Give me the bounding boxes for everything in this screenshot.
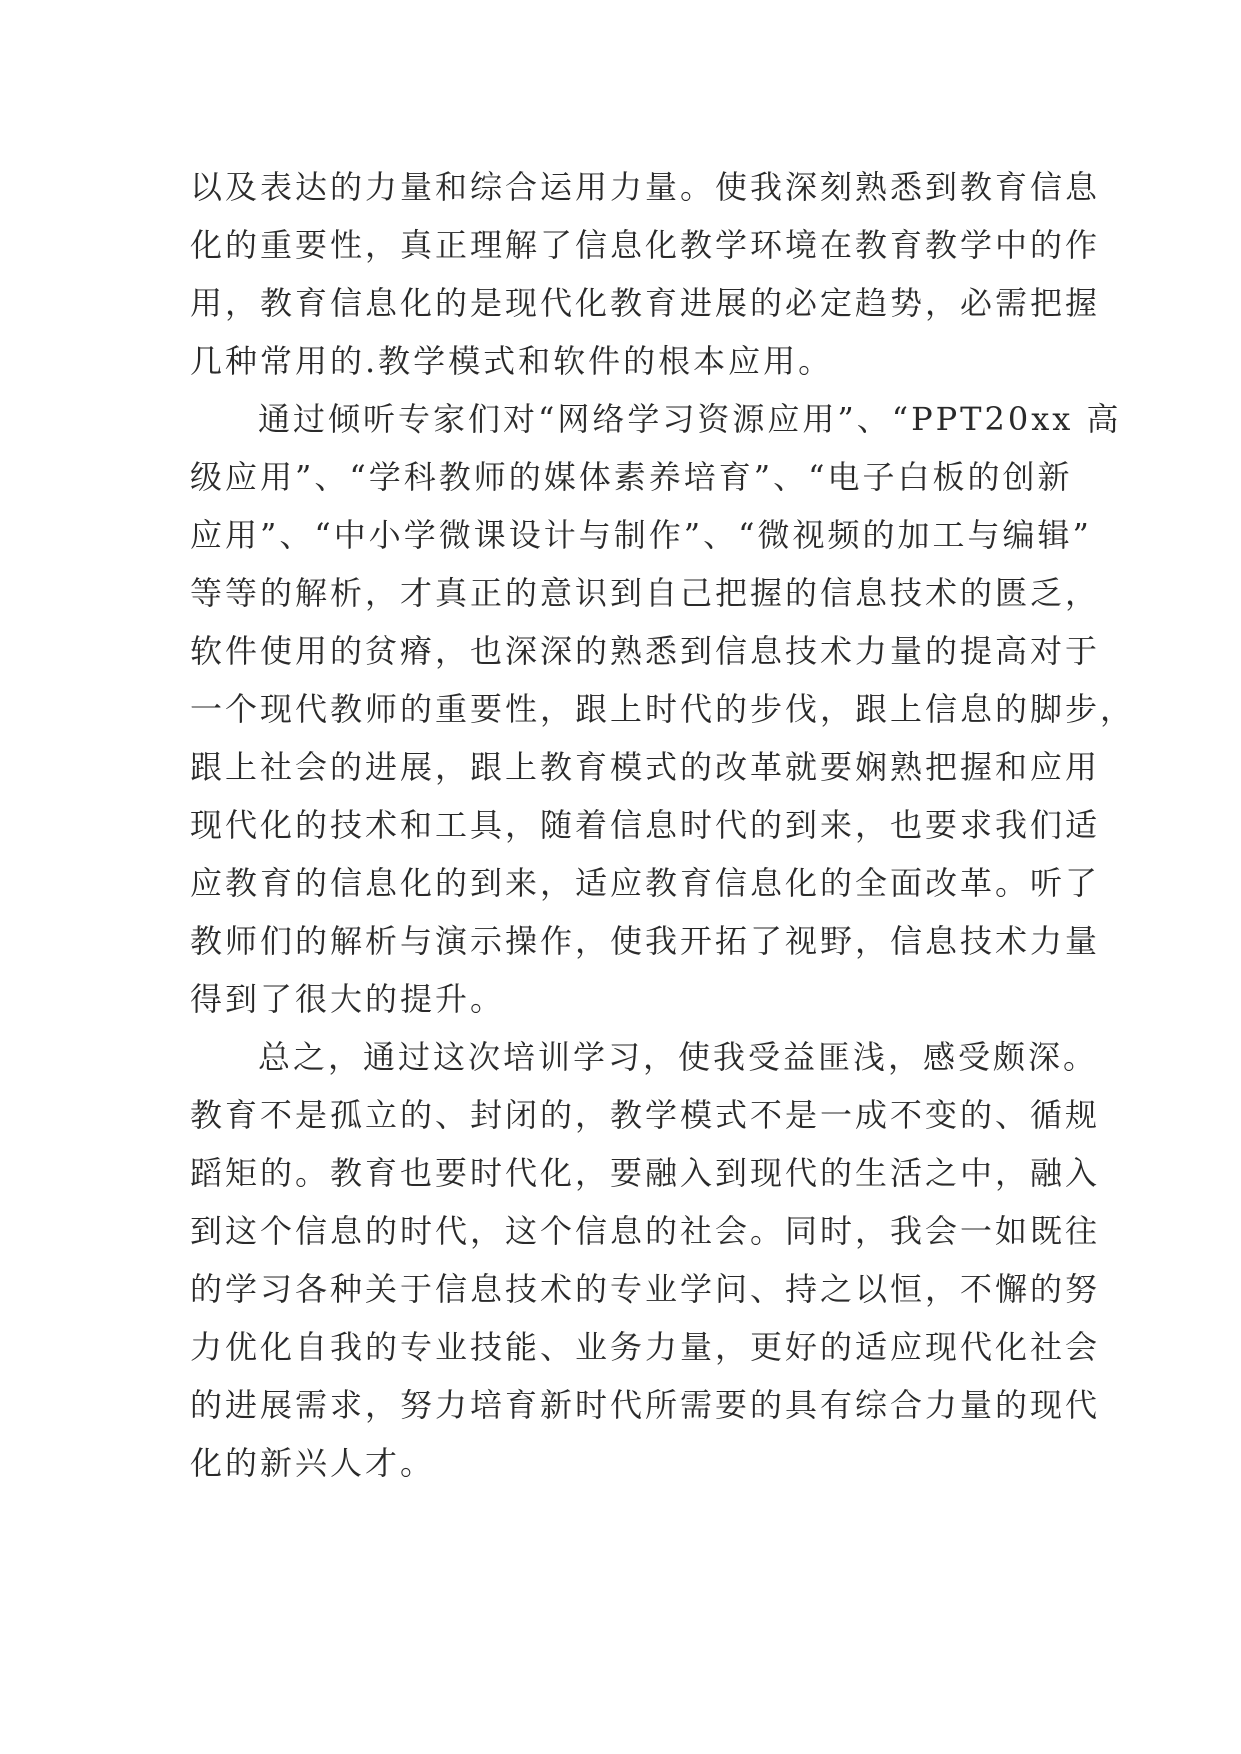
paragraph-3-line-4: 到这个信息的时代，这个信息的社会。同时，我会一如既往 xyxy=(190,1212,1101,1250)
paragraph-1-line-1: 以及表达的力量和综合运用力量。使我深刻熟悉到教育信息 xyxy=(190,168,1101,206)
paragraph-3-line-6: 力优化自我的专业技能、业务力量，更好的适应现代化社会 xyxy=(190,1328,1101,1366)
paragraph-1-line-4: 几种常用的.教学模式和软件的根本应用。 xyxy=(190,342,834,380)
paragraph-3-line-7: 的进展需求，努力培育新时代所需要的具有综合力量的现代 xyxy=(190,1386,1101,1424)
paragraph-2-line-7: 跟上社会的进展，跟上教育模式的改革就要娴熟把握和应用 xyxy=(190,748,1101,786)
paragraph-2-line-4: 等等的解析，才真正的意识到自己把握的信息技术的匮乏， xyxy=(190,574,1101,612)
paragraph-3-line-8: 化的新兴人才。 xyxy=(190,1444,436,1482)
paragraph-2-line-5: 软件使用的贫瘠，也深深的熟悉到信息技术力量的提高对于 xyxy=(190,632,1101,670)
paragraph-2-line-11: 得到了很大的提升。 xyxy=(190,980,506,1018)
paragraph-2-line-10: 教师们的解析与演示操作，使我开拓了视野，信息技术力量 xyxy=(190,922,1101,960)
paragraph-1-line-3: 用，教育信息化的是现代化教育进展的必定趋势，必需把握 xyxy=(190,284,1101,322)
paragraph-2-line-1: 通过倾听专家们对“网络学习资源应用”、“PPT20xx 高 xyxy=(258,400,1122,438)
document-body xyxy=(190,158,1136,1492)
paragraph-3-line-5: 的学习各种关于信息技术的专业学问、持之以恒，不懈的努 xyxy=(190,1270,1101,1308)
paragraph-3-line-2: 教育不是孤立的、封闭的，教学模式不是一成不变的、循规 xyxy=(190,1096,1101,1134)
paragraph-1-line-2: 化的重要性，真正理解了信息化教学环境在教育教学中的作 xyxy=(190,226,1101,264)
paragraph-3-line-3: 蹈矩的。教育也要时代化，要融入到现代的生活之中，融入 xyxy=(190,1154,1101,1192)
paragraph-2-line-8: 现代化的技术和工具，随着信息时代的到来，也要求我们适 xyxy=(190,806,1101,844)
paragraph-2-line-6: 一个现代教师的重要性，跟上时代的步伐，跟上信息的脚步， xyxy=(190,690,1136,728)
paragraph-2-line-9: 应教育的信息化的到来，适应教育信息化的全面改革。听了 xyxy=(190,864,1101,902)
paragraph-2-line-3: 应用”、“中小学微课设计与制作”、“微视频的加工与编辑” xyxy=(190,516,1092,554)
paragraph-2-line-2: 级应用”、“学科教师的媒体素养培育”、“电子白板的创新 xyxy=(190,458,1073,496)
paragraph-3-line-1: 总之，通过这次培训学习，使我受益匪浅，感受颇深。 xyxy=(258,1038,1099,1076)
